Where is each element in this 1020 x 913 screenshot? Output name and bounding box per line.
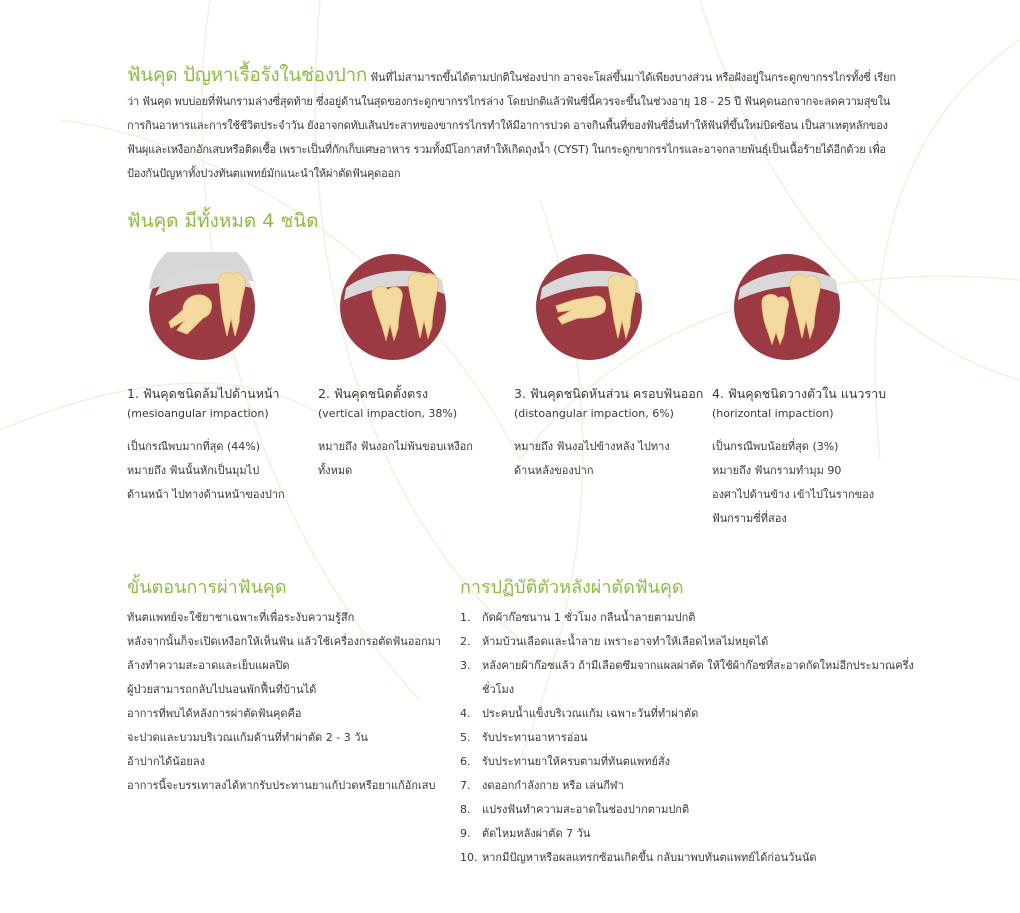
- description-line: ด้านหลังของปาก: [514, 464, 594, 477]
- tooth-type-title: 1. ฟันคุดชนิดล้มไปด้านหน้า: [127, 386, 280, 401]
- list-text: หลังคายผ้าก๊อซแล้ว ถ้ามีเลือดซึมจากแผลผ่าตัด ให้ใช้ผ้าก๊อซที่สะอาดกัดใหม่อีกประมาณครึ่งชั่วโมง: [482, 659, 914, 696]
- list-item: [460, 630, 930, 654]
- description-line: เป็นกรณีพบมากที่สุด (44%): [127, 440, 260, 453]
- aftercare-list: [460, 606, 930, 870]
- tooth-type-card-3: [514, 252, 704, 483]
- description-line: หมายถึง ฟันงอไปข้างหลัง ไปทาง: [514, 440, 670, 453]
- procedure-line: หลังจากนั้นก็จะเปิดเหงือกให้เห็นฟัน แล้วใช้เครื่องกรอตัดฟันออกมา: [127, 635, 442, 648]
- tooth-type-subtitle: (vertical impaction, 38%): [318, 407, 458, 420]
- tooth-mesioangular-illustration: [147, 252, 257, 362]
- tooth-distoangular-illustration: [534, 252, 644, 362]
- list-text: รับประทานยาให้ครบตามที่ทันตแพทย์สั่ง: [482, 755, 670, 768]
- tooth-type-card-1: [127, 252, 317, 507]
- procedure-line: จะปวดและบวมบริเวณแก้มด้านที่ทำผ่าตัด 2 - 3 วัน: [127, 731, 368, 744]
- description-line: เป็นกรณีพบน้อยที่สุด (3%): [712, 440, 839, 453]
- aftercare-title: การปฏิบัติตัวหลังผ่าตัดฟันคุด: [460, 577, 684, 598]
- tooth-type-card-2: [318, 252, 508, 483]
- tooth-type-card-4: [712, 252, 902, 531]
- procedure-line: ล้างทำความสะอาดและเย็บแผลปิด: [127, 659, 290, 672]
- procedure-line: ทันตแพทย์จะใช้ยาชาเฉพาะที่เพื่อระงับความรู้สึก: [127, 611, 355, 624]
- tooth-type-subtitle: (mesioangular impaction): [127, 407, 269, 420]
- list-number: 3.: [460, 659, 471, 672]
- list-number: 8.: [460, 803, 471, 816]
- description-line: ฟันกรามซี่ที่สอง: [712, 512, 787, 525]
- procedure-title: ขั้นตอนการผ่าฟันคุด: [127, 577, 287, 598]
- description-line: หมายถึง ฟันกรามทำมุม 90: [712, 464, 842, 477]
- description-line: หมายถึง ฟันงอกไม่พ้นขอบเหงือก: [318, 440, 473, 453]
- list-item: [460, 798, 930, 822]
- description-line: หมายถึง ฟันนั้นหักเป็นมุมไป: [127, 464, 260, 477]
- list-number: 2.: [460, 635, 471, 648]
- procedure-line: ผู้ป่วยสามารถกลับไปนอนพักฟื้นที่บ้านได้: [127, 683, 317, 696]
- list-text: ตัดไหมหลังผ่าตัด 7 วัน: [482, 827, 591, 840]
- list-item: [460, 654, 930, 702]
- list-number: 6.: [460, 755, 471, 768]
- list-item: [460, 846, 930, 870]
- list-text: รับประทานอาหารอ่อน: [482, 731, 588, 744]
- list-number: 1.: [460, 611, 471, 624]
- tooth-type-description: [318, 435, 508, 483]
- list-number: 4.: [460, 707, 471, 720]
- tooth-type-description: [514, 435, 704, 483]
- list-item: [460, 606, 930, 630]
- list-number: 9.: [460, 827, 471, 840]
- procedure-line: อ้าปากได้น้อยลง: [127, 755, 205, 768]
- list-text: งดออกกำลังกาย หรือ เล่นกีฬา: [482, 779, 624, 792]
- tooth-type-title: 3. ฟันคุดชนิดหันส่วน ครอบฟันออก: [514, 386, 704, 401]
- tooth-type-subtitle: (horizontal impaction): [712, 407, 834, 420]
- list-item: [460, 702, 930, 726]
- tooth-horizontal-illustration: [732, 252, 842, 362]
- description-line: ทั้งหมด: [318, 464, 353, 477]
- tooth-type-description: [127, 435, 317, 507]
- intro-paragraph: [127, 63, 897, 186]
- list-item: [460, 726, 930, 750]
- procedure-line: อาการที่พบได้หลังการผ่าตัดฟันคุดคือ: [127, 707, 302, 720]
- list-number: 5.: [460, 731, 471, 744]
- tooth-vertical-illustration: [338, 252, 448, 362]
- tooth-type-description: [712, 435, 902, 531]
- types-heading: ฟันคุด มีทั้งหมด 4 ชนิด: [127, 210, 319, 232]
- list-text: แปรงฟันทำความสะอาดในช่องปากตามปกติ: [482, 803, 690, 816]
- intro-text: ฟันที่ไม่สามารถขึ้นได้ตามปกติในช่องปาก อาจจะโผล่ขึ้นมาได้เพียงบางส่วน หรือฝังอยู่ในกระดูกขากรรไกรทั้งซี่ เรียกว่า ฟันคุด พบบ่อยที่ฟันกรามล่างซี่สุดท้าย ซึ่งอยู่ด้านในสุดของกระดูกขากรรไกรล่าง โดยปกติแล้วฟันซี่นี้ควรจะขึ้นในช่วงอายุ 18 - 25 ปี ฟันคุดนอกจากจะลดความสุขในการกินอาหารและการใช้ชีวิตประจำวัน ยังอาจกดทับเส้นประสาทของขากรรไกรทำให้มีอาการปวด อาจกินพื้นที่ของฟันซี่อื่นทำให้ฟันที่ขึ้นใหม่บิดซ้อน เป็นสาเหตุหลักของฟันผุและเหงือกอักเสบหรือติดเชื้อ เพราะเป็นที่กักเก็บเศษอาหาร รวมทั้งมีโอกาสทำให้เกิดถุงน้ำ (CYST) ในกระดูกขากรรไกรและอาจกลายพันธุ์เป็นเนื้อร้ายได้อีกด้วย เพื่อป้องกันปัญหาทั้งปวงทันตแพทย์มักแนะนำให้ผ่าตัดฟันคุดออก: [127, 71, 896, 180]
- aftercare-section: [460, 574, 930, 870]
- procedure-section: [127, 574, 447, 798]
- list-item: [460, 774, 930, 798]
- list-text: กัดผ้าก๊อซนาน 1 ชั่วโมง กลืนน้ำลายตามปกติ: [482, 611, 696, 624]
- description-line: องศาไปด้านข้าง เข้าไปในรากของ: [712, 488, 875, 501]
- list-item: [460, 822, 930, 846]
- tooth-type-title: 4. ฟันคุดชนิดวางตัวใน แนวราบ: [712, 386, 887, 401]
- description-line: ด้านหน้า ไปทางด้านหน้าของปาก: [127, 488, 285, 501]
- list-text: หากมีปัญหาหรือผลแทรกซ้อนเกิดขึ้น กลับมาพบทันตแพทย์ได้ก่อนวันนัด: [482, 851, 817, 864]
- intro-heading: ฟันคุด ปัญหาเรื้อรังในช่องปาก: [127, 64, 368, 86]
- list-text: ประคบน้ำแข็งบริเวณแก้ม เฉพาะวันที่ทำผ่าตัด: [482, 707, 699, 720]
- procedure-line: อาการนี้จะบรรเทาลงได้หากรับประทานยาแก้ปวดหรือยาแก้อักเสบ: [127, 779, 436, 792]
- list-item: [460, 750, 930, 774]
- tooth-type-subtitle: (distoangular impaction, 6%): [514, 407, 674, 420]
- list-text: ห้ามบ้วนเลือดและน้ำลาย เพราะอาจทำให้เลือดไหลไม่หยุดได้: [482, 635, 769, 648]
- list-number: 7.: [460, 779, 471, 792]
- list-number: 10.: [460, 851, 478, 864]
- tooth-type-title: 2. ฟันคุดชนิดตั้งตรง: [318, 386, 429, 401]
